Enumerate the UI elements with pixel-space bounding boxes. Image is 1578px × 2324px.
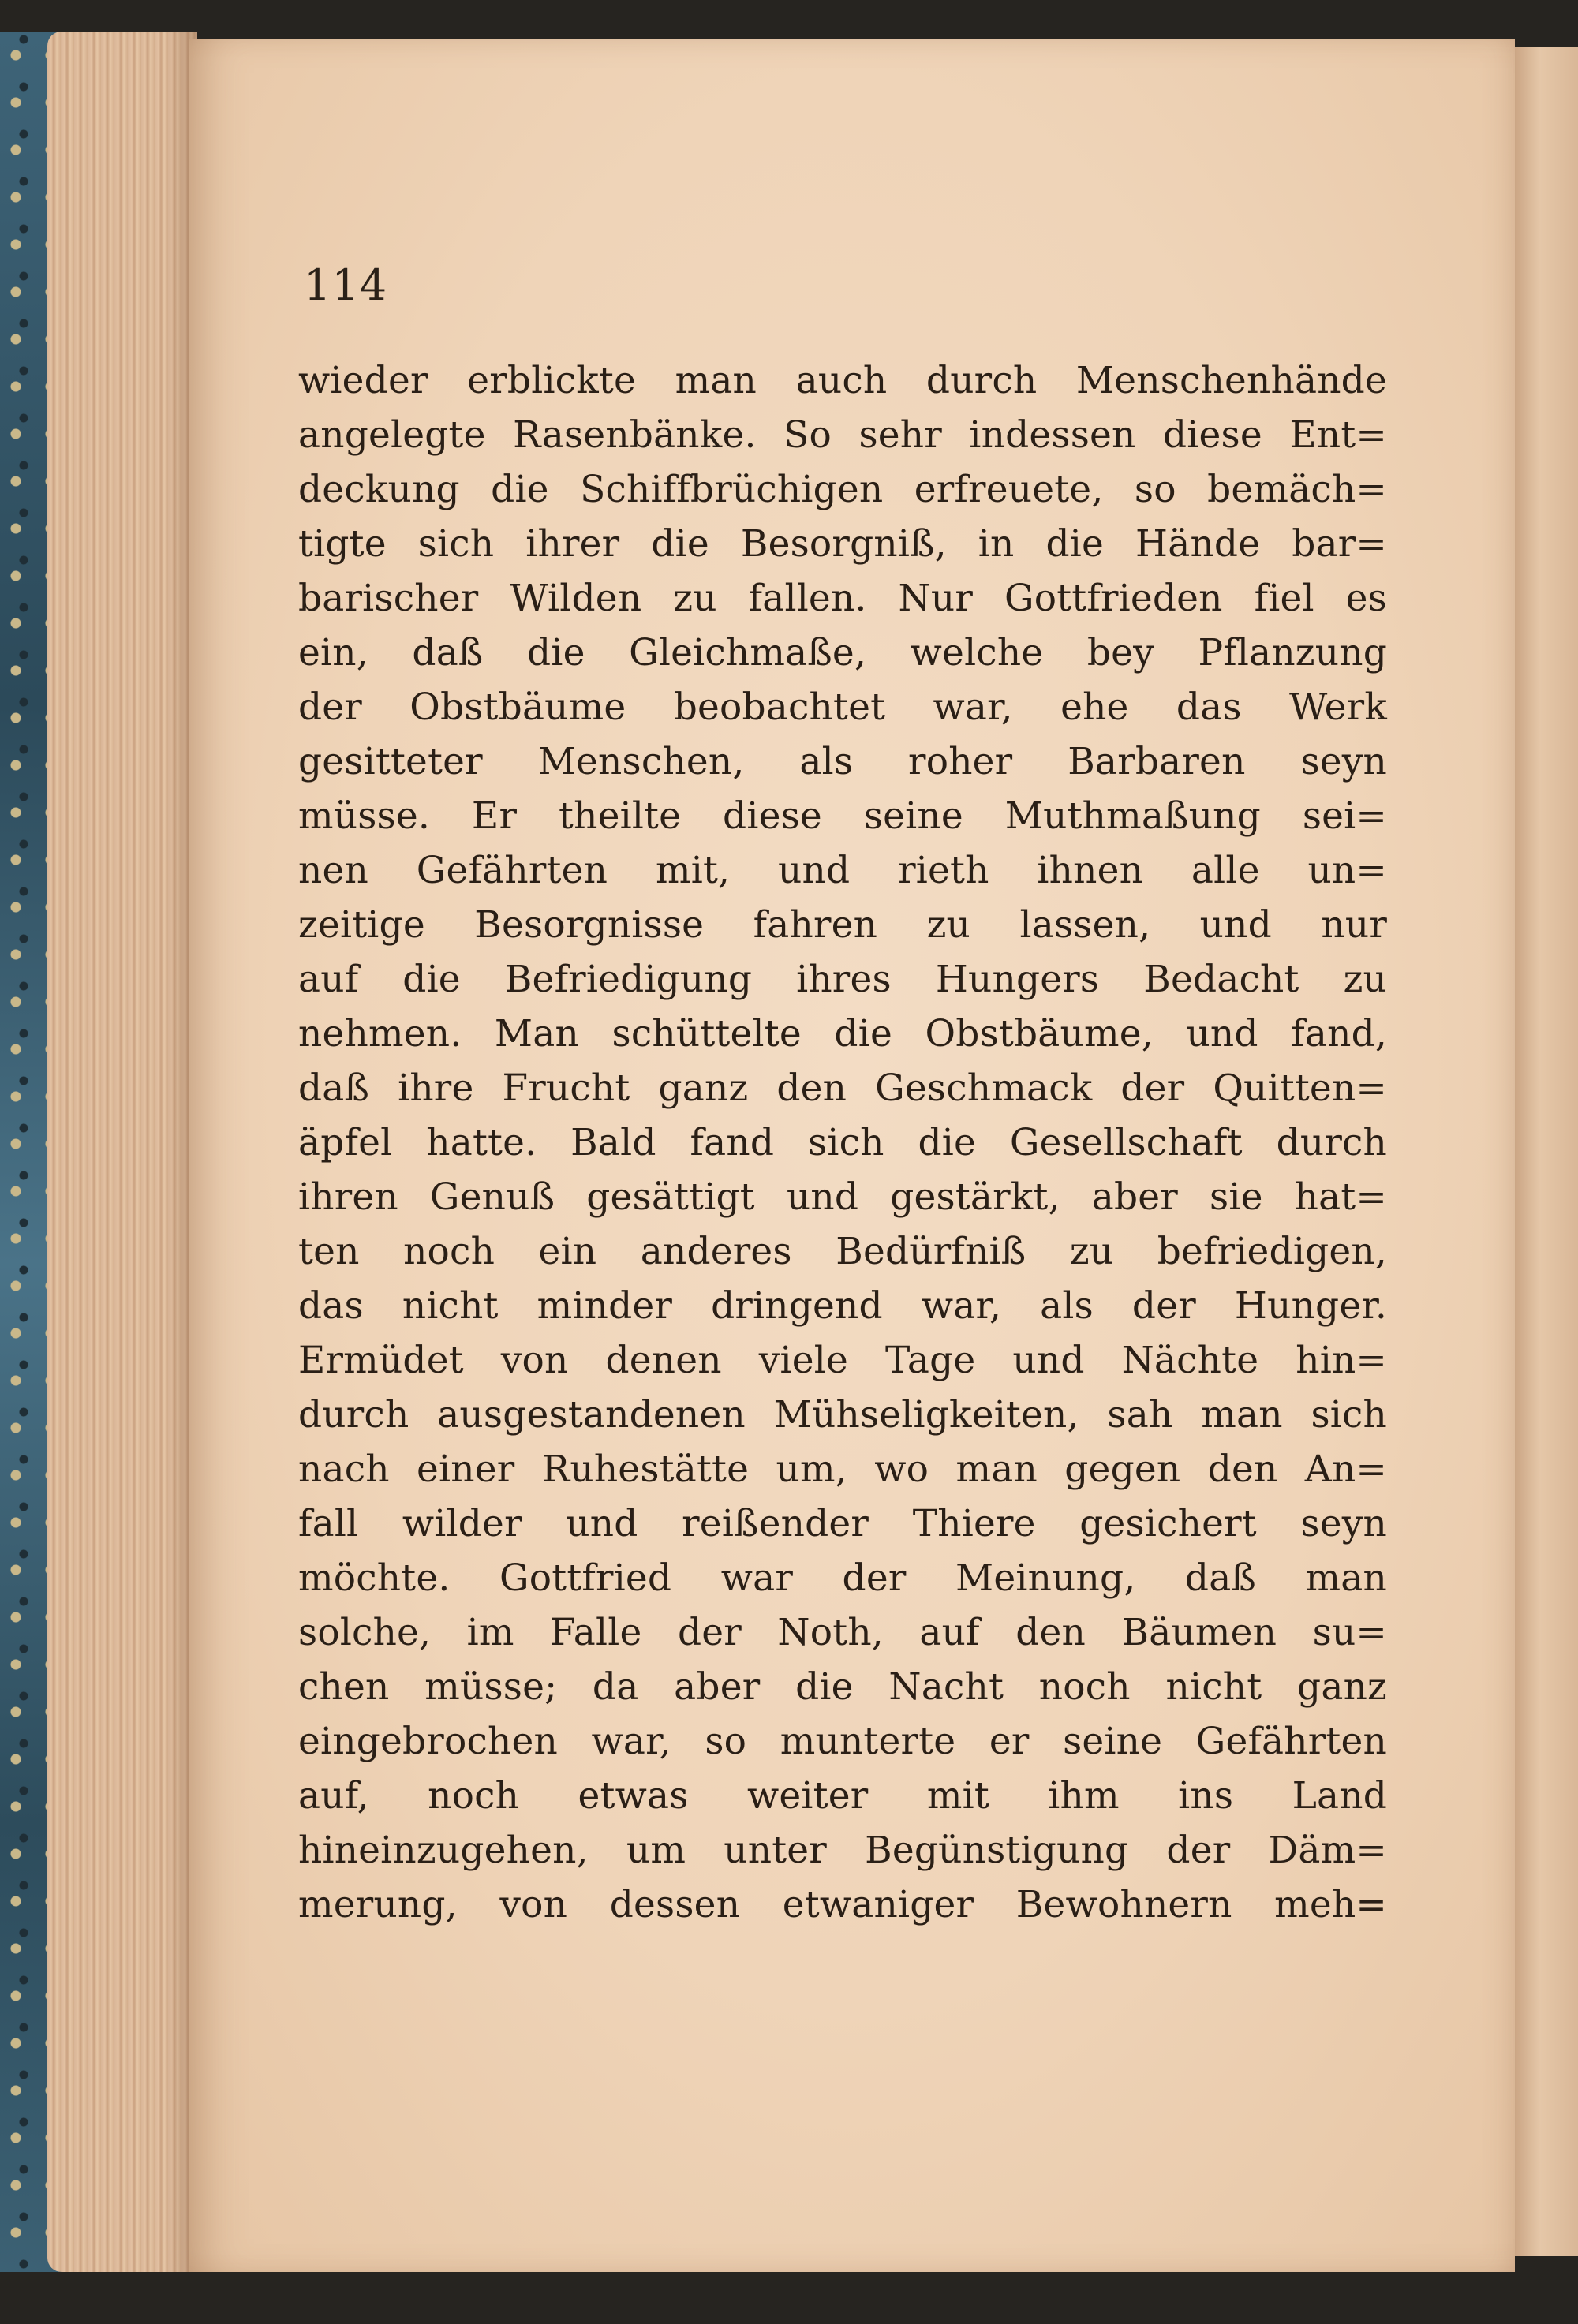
text-line: der Obstbäume beobachtet war, ehe das Werk	[298, 686, 1387, 729]
text-line: möchte. Gottfried war der Meinung, daß man	[298, 1556, 1387, 1600]
text-line: fall wilder und reißender Thiere gesichert seyn	[298, 1502, 1387, 1545]
text-line: merung, von dessen etwaniger Bewohnern meh=	[298, 1883, 1387, 1926]
text-line: solche, im Falle der Noth, auf den Bäumen su=	[298, 1611, 1387, 1654]
text-line: durch ausgestandenen Mühseligkeiten, sah man sich	[298, 1393, 1387, 1437]
page-text	[298, 353, 1387, 1932]
text-line: nach einer Ruhestätte um, wo man gegen den An=	[298, 1448, 1387, 1491]
text-line: hineinzugehen, um unter Begünstigung der Däm=	[298, 1829, 1387, 1872]
text-line: eingebrochen war, so munterte er seine Gefährten	[298, 1720, 1387, 1763]
text-line: tigte sich ihrer die Besorgniß, in die Hände bar=	[298, 522, 1387, 566]
text-line: angelegte Rasenbänke. So sehr indessen diese Ent=	[298, 413, 1387, 457]
text-line: das nicht minder dringend war, als der Hunger.	[298, 1284, 1387, 1328]
page-number: 114	[304, 260, 388, 310]
text-line: daß ihre Frucht ganz den Geschmack der Quitten=	[298, 1067, 1387, 1110]
text-line: gesitteter Menschen, als roher Barbaren seyn	[298, 740, 1387, 783]
text-line: äpfel hatte. Bald fand sich die Gesellschaft durch	[298, 1121, 1387, 1164]
page-edges-stack	[47, 32, 197, 2272]
text-line: zeitige Besorgnisse fahren zu lassen, und nur	[298, 903, 1387, 947]
text-line: Ermüdet von denen viele Tage und Nächte hin=	[298, 1339, 1387, 1382]
text-line: ihren Genuß gesättigt und gestärkt, aber sie hat=	[298, 1175, 1387, 1219]
text-line: deckung die Schiffbrüchigen erfreuete, so bemäch=	[298, 468, 1387, 511]
text-line: müsse. Er theilte diese seine Muthmaßung sei=	[298, 794, 1387, 838]
next-page-edge	[1511, 47, 1578, 2256]
text-line: nehmen. Man schüttelte die Obstbäume, und fand,	[298, 1012, 1387, 1056]
text-line: ein, daß die Gleichmaße, welche bey Pflanzung	[298, 631, 1387, 674]
text-line: ten noch ein anderes Bedürfniß zu befriedigen,	[298, 1230, 1387, 1273]
text-line: auf, noch etwas weiter mit ihm ins Land	[298, 1774, 1387, 1818]
text-line: auf die Befriedigung ihres Hungers Bedacht zu	[298, 958, 1387, 1001]
text-line: chen müsse; da aber die Nacht noch nicht ganz	[298, 1665, 1387, 1709]
text-line: barischer Wilden zu fallen. Nur Gottfrieden fiel es	[298, 577, 1387, 620]
text-line: nen Gefährten mit, und rieth ihnen alle un=	[298, 849, 1387, 892]
text-line: wieder erblickte man auch durch Menschenhände	[298, 359, 1387, 402]
